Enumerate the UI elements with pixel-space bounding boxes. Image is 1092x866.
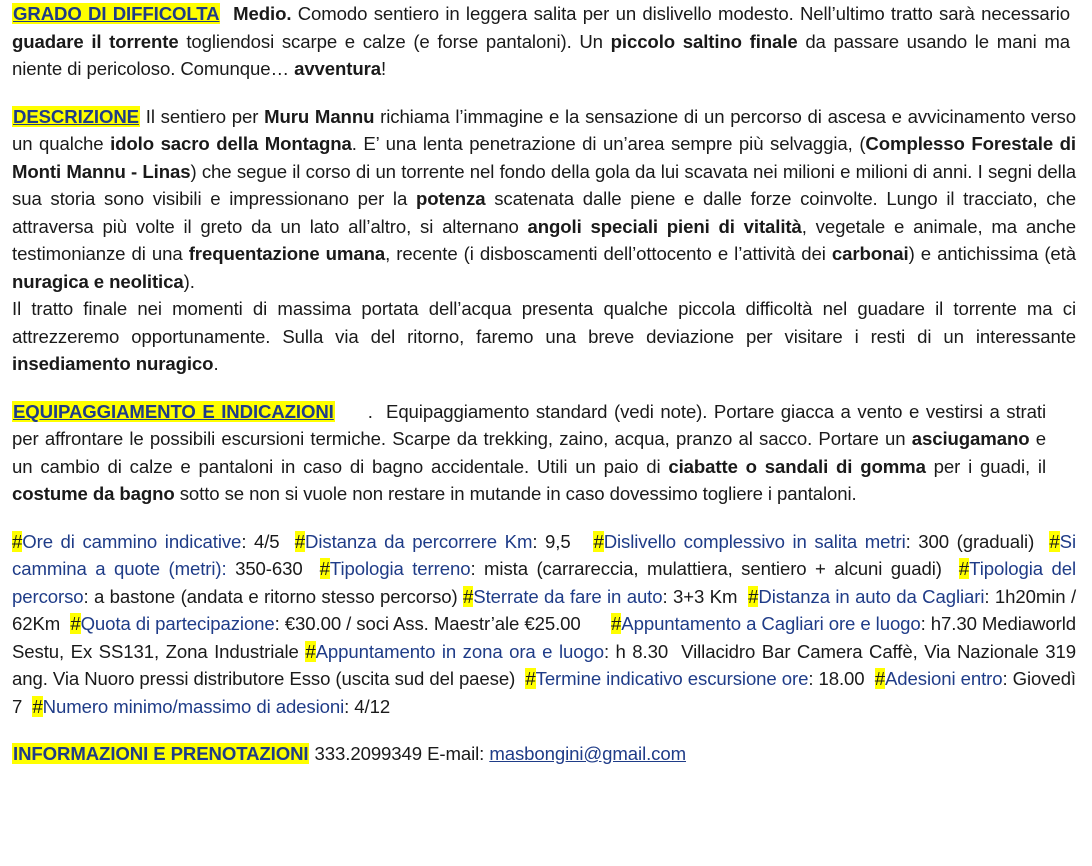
detail-label: Appuntamento in zona ora e luogo: [315, 640, 604, 662]
detail-label: Tipologia terreno: [329, 558, 471, 579]
equipment-text: e un cambio di calze e pantaloni in caso di bagno accidentale. Utili un paio di: [12, 428, 1046, 477]
description-paragraph: [12, 103, 1076, 296]
description-text: Il tratto finale nei momenti di massima portata dell’acqua presenta qualche piccola difficoltà nel guadare il torrente ma ci attrezzeremo opportunamente. Sulla via del ritorno, faremo una breve deviazione per visitare i resti di un interessante: [12, 298, 1076, 347]
equipment-bold: ciabatte o sandali di gomma: [668, 455, 926, 477]
detail-value: : Giovedì 7: [12, 668, 1082, 717]
description-bold: Complesso Forestale di Monti Mannu - Linas: [12, 133, 1077, 182]
difficulty-bold: guadare il torrente: [12, 30, 179, 52]
detail-label: Numero minimo/massimo di adesioni: [42, 695, 345, 717]
detail-label: Adesioni entro: [884, 668, 1003, 689]
description-bold: frequentazione umana: [188, 243, 386, 264]
detail-value: : 18.00: [808, 668, 875, 689]
detail-label: Sterrate da fare in auto: [473, 585, 663, 607]
description-text: , recente (i disboscamenti dell’ottocento e l’attività dei: [385, 243, 832, 264]
detail-value: 350-630: [226, 558, 320, 579]
detail-label: Distanza in auto da Cagliari: [758, 585, 985, 607]
hash-marker: #: [305, 640, 316, 662]
details-paragraph: [12, 528, 1082, 721]
description-text: Il sentiero per: [139, 105, 265, 127]
description-text: .: [213, 353, 219, 374]
email-link[interactable]: masbongini@gmail.com: [489, 743, 687, 764]
description-bold: insediamento nuragico: [12, 353, 214, 374]
difficulty-bold: avventura: [294, 58, 382, 79]
description-bold: carbonai: [831, 243, 909, 264]
detail-value: : 4/12: [344, 695, 391, 717]
description-text: richiama l’immagine e la sensazione di un percorso di ascesa e avvicinamento verso un qualche: [12, 105, 1076, 154]
equipment-bold: costume da bagno: [12, 483, 175, 504]
contact-paragraph: [12, 740, 1076, 768]
hash-marker: #: [70, 613, 81, 634]
description-text: ) che segue il corso di un torrente nel fondo della gola da lui scavata nei milioni e milioni di anni. I segni della sua storia sono visibili e impressionano per la: [12, 160, 1076, 209]
difficulty-bold: piccolo saltino finale: [610, 30, 798, 52]
description-text: ) e antichissima (età: [908, 243, 1076, 264]
difficulty-text: togliendosi scarpe e calze (e forse pantaloni). Un: [178, 30, 611, 52]
equipment-paragraph: [12, 398, 1076, 508]
difficulty-heading: GRADO DI DIFFICOLTA: [13, 3, 220, 24]
description-text: . E’ una lenta penetrazione di un’area sempre più selvaggia, (: [351, 133, 866, 154]
detail-label: Dislivello complessivo in salita metri: [603, 530, 906, 552]
difficulty-text: Comodo sentiero in leggera salita per un dislivello modesto. Nell’ultimo tratto sarà necessario: [291, 3, 1070, 24]
detail-label: Quota di partecipazione: [80, 613, 275, 634]
equipment-text: sotto se non si vuole non restare in mutande in caso dovessimo togliere i pantaloni.: [174, 483, 857, 504]
hash-marker: #: [525, 668, 536, 689]
detail-label: Appuntamento a Cagliari ore e luogo: [621, 613, 921, 634]
description-bold: angoli speciali pieni di vitalità: [527, 215, 802, 237]
hash-marker: #: [319, 558, 330, 579]
equipment-text: per i guadi, il: [925, 455, 1046, 477]
detail-label: Ore di cammino indicative: [22, 530, 242, 552]
detail-value: : 9,5: [532, 530, 594, 552]
detail-label: Si cammina a quote (metri):: [12, 530, 1076, 579]
detail-label: Termine indicativo escursione ore: [535, 668, 809, 689]
equipment-heading: EQUIPAGGIAMENTO E INDICAZIONI: [13, 400, 334, 422]
detail-label: Tipologia del percorso: [12, 558, 1077, 607]
description-text: scatenata dalle piene e dalle forze coinvolte. Lungo il tracciato, che attraversa più volte il greto da un lato all’altro, si alternano: [12, 188, 1076, 237]
detail-value: : 3+3 Km: [662, 585, 749, 607]
contact-heading: INFORMAZIONI E PRENOTAZIONI: [13, 743, 309, 764]
detail-value: : 300 (graduali): [905, 530, 1050, 552]
detail-value: : a bastone (andata e ritorno stesso percorso): [83, 585, 464, 607]
description-bold: idolo sacro della Montagna: [110, 133, 352, 154]
hash-marker: #: [958, 558, 970, 579]
detail-value: : h 8.30 Villacidro Bar Camera Caffè, Via Nazionale 319 ang. Via Nuoro pressi distributore Esso (uscita sud del paese): [12, 640, 1082, 689]
hash-marker: #: [593, 530, 604, 552]
detail-value: : 1h20min / 62Km: [12, 585, 1082, 634]
hash-marker: #: [874, 668, 885, 689]
detail-label: Distanza da percorrere Km: [305, 530, 533, 552]
hash-marker: #: [463, 585, 474, 607]
hash-marker: #: [1049, 530, 1060, 552]
document-body: [12, 0, 1082, 768]
detail-value: : €30.00 / soci Ass. Maestr’ale €25.00: [274, 613, 612, 634]
description-bold: nuragica e neolitica: [12, 270, 184, 292]
difficulty-text: !: [381, 58, 387, 79]
description-text: ).: [183, 270, 195, 292]
description-text: , vegetale e animale, ma anche testimonianze di una: [12, 215, 1077, 264]
detail-value: : mista (carrareccia, mulattiera, sentiero + alcuni guadi): [470, 558, 959, 579]
contact-phone: 333.2099349 E-mail:: [309, 743, 490, 764]
equipment-bold: asciugamano: [911, 428, 1030, 449]
hash-marker: #: [12, 530, 23, 552]
description-bold: potenza: [415, 188, 486, 209]
description-paragraph-2: [12, 295, 1076, 378]
hash-marker: #: [32, 695, 43, 717]
hash-marker: #: [611, 613, 622, 634]
detail-value: : h7.30 Mediaworld Sestu, Ex SS131, Zona Industriale: [12, 613, 1082, 662]
difficulty-text: da passare usando le mani ma niente di pericoloso. Comunque…: [12, 30, 1070, 79]
equipment-text: . Equipaggiamento standard (vedi note). Portare giacca a vento e vestirsi a strati per affrontare le possibili escursioni termiche. Scarpe da trekking, zaino, acqua, pranzo al sacco. Portare un: [12, 400, 1052, 449]
detail-value: : 4/5: [241, 530, 295, 552]
difficulty-level: Medio.: [233, 3, 292, 24]
hash-marker: #: [748, 585, 759, 607]
hash-marker: #: [294, 530, 306, 552]
difficulty-paragraph: [12, 0, 1076, 83]
description-heading: DESCRIZIONE: [13, 105, 139, 127]
description-bold: Muru Mannu: [264, 105, 375, 127]
